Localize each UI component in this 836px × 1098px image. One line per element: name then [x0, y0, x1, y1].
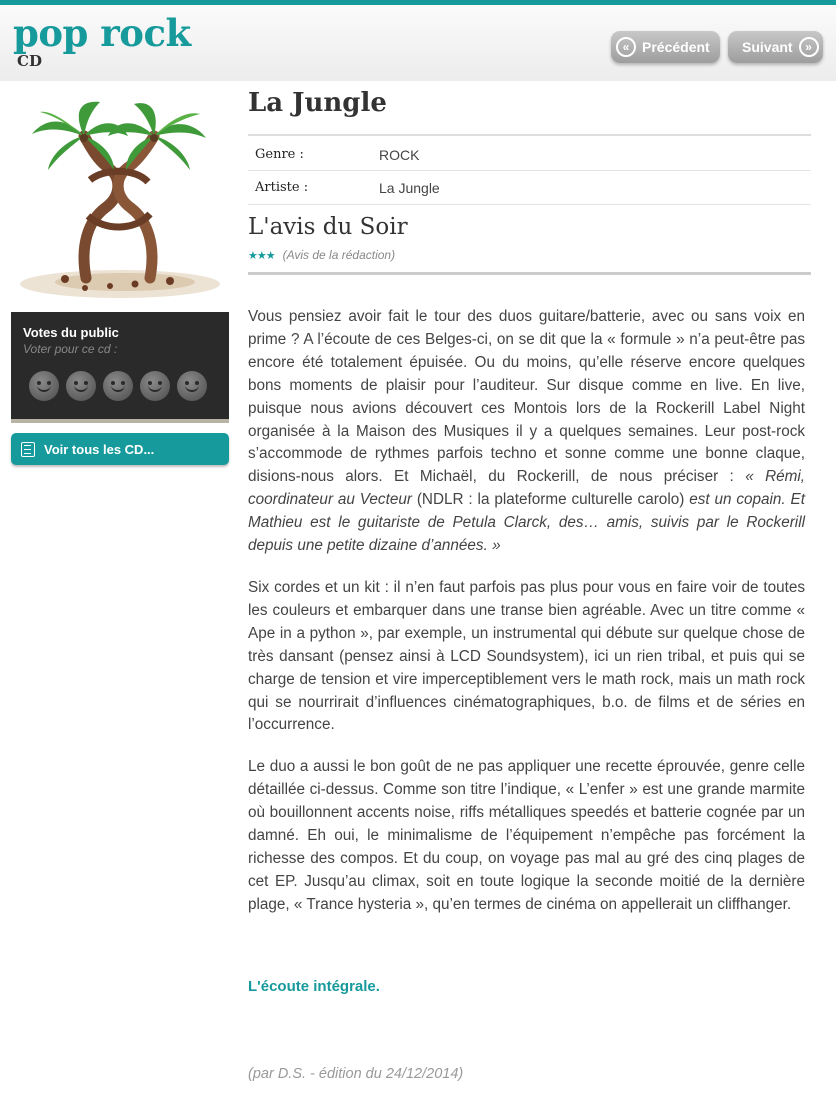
list-icon — [21, 442, 35, 457]
double-chevron-left-icon: « — [616, 37, 636, 57]
next-button-label: Suivant — [742, 39, 793, 55]
review-body — [248, 306, 805, 936]
row-divider — [248, 204, 811, 205]
vote-face-icon[interactable] — [66, 371, 96, 401]
vote-face-icon[interactable] — [103, 371, 133, 401]
full-listen-link[interactable]: L'écoute intégrale. — [248, 978, 380, 995]
review-paragraph-1 — [248, 306, 805, 558]
view-all-cds-label: Voir tous les CD... — [44, 441, 155, 457]
section-subtitle: CD — [17, 52, 42, 70]
votes-divider — [11, 419, 229, 423]
vote-faces — [29, 371, 217, 401]
section-title: pop rock — [13, 11, 191, 55]
review-text: (NDLR : la plateforme culturelle carolo) — [411, 491, 690, 509]
album-title: La Jungle — [248, 88, 387, 118]
artist-label: Artiste : — [255, 180, 309, 195]
votes-title: Votes du public — [23, 325, 119, 340]
rating-note: (Avis de la rédaction) — [282, 248, 396, 262]
title-divider — [248, 134, 811, 136]
double-chevron-right-icon: » — [799, 37, 819, 57]
view-all-cds-button[interactable] — [11, 433, 229, 465]
vote-face-icon[interactable] — [140, 371, 170, 401]
votes-subtitle: Voter pour ce cd : — [23, 342, 118, 356]
star-rating-icon: ★★★ — [248, 249, 275, 262]
review-divider — [248, 272, 811, 275]
previous-button-label: Précédent — [642, 39, 710, 55]
review-heading: L'avis du Soir — [248, 214, 408, 240]
public-votes-panel — [11, 312, 229, 419]
album-cover — [10, 96, 230, 306]
previous-button[interactable] — [611, 31, 720, 63]
artist-row — [248, 171, 811, 203]
genre-label: Genre : — [255, 147, 304, 162]
next-button[interactable] — [728, 31, 823, 63]
byline: (par D.S. - édition du 24/12/2014) — [248, 1066, 464, 1082]
genre-value: ROCK — [379, 147, 420, 163]
review-quote: « Rémi, coordinateur au Vecteur — [248, 468, 806, 509]
artist-value: La Jungle — [379, 180, 440, 196]
review-paragraph-3: Le duo a aussi le bon goût de ne pas appliquer une recette éprouvée, genre celle détaillée ci-dessus. Comme son titre l’indique, « L’enfer » est une grande marmite où bouillonnent accents noise, riffs métalliques speedés et batterie cognée par un damné. Eh oui, le minimalisme de l’équipement n’empêche pas forcément la richesse des compos. Et du coup, on voyage pas mal au gré des cinq plages de cet EP. Jusqu’au climax, soit en toute logique la seconde moitié de la dernière plage, « Trance hysteria », qu’en termes de cinéma on appellerait un cliffhanger. — [248, 758, 805, 913]
vote-face-icon[interactable] — [29, 371, 59, 401]
vote-face-icon[interactable] — [177, 371, 207, 401]
page-header — [0, 5, 836, 81]
review-paragraph-2: Six cordes et un kit : il n’en faut parfois pas plus pour vous en faire voir de toutes les couleurs et embarquer dans une transe bien agréable. Avec un titre comme « Ape in a python », par exemple, un instrumental qui débute sur quelque chose de très dansant (pensez ainsi à LCD Soundsystem), ici un rien tribal, et puis qui se charge de tension et vire imperceptiblement vers le math rock, mais un math rock qui se nourrirait d’influences cinématographiques, b.o. de films et de séries en l’occurrence. — [248, 578, 805, 734]
genre-row — [248, 138, 811, 170]
review-quote: est un copain. Et Mathieu est le guitariste de Petula Clarck, des… amis, suivis par le Rockerill depuis une petite dizaine d’années. » — [248, 491, 805, 555]
review-text: Vous pensiez avoir fait le tour des duos guitare/batterie, avec ou sans voix en prime ? A l’écoute de ces Belges-ci, on se dit que la « formule » n’a peut-être pas encore été totalement épuisée. Ou du moins, qu’elle réserve encore quelques bons moments de plaisir pour l’auditeur. Sur disque comme en live. En live, puisque nous avions découvert ces Montois lors de la Rockerill Label Night organisée à la Maison des Musiques il y a quelques semaines. Leur post-rock s’accommode de rythmes parfois techno et sonne comme une bonne claque, disions-nous alors. Et Michaël, du Rockerill, de nous préciser : — [248, 308, 805, 486]
editor-rating — [248, 248, 395, 262]
